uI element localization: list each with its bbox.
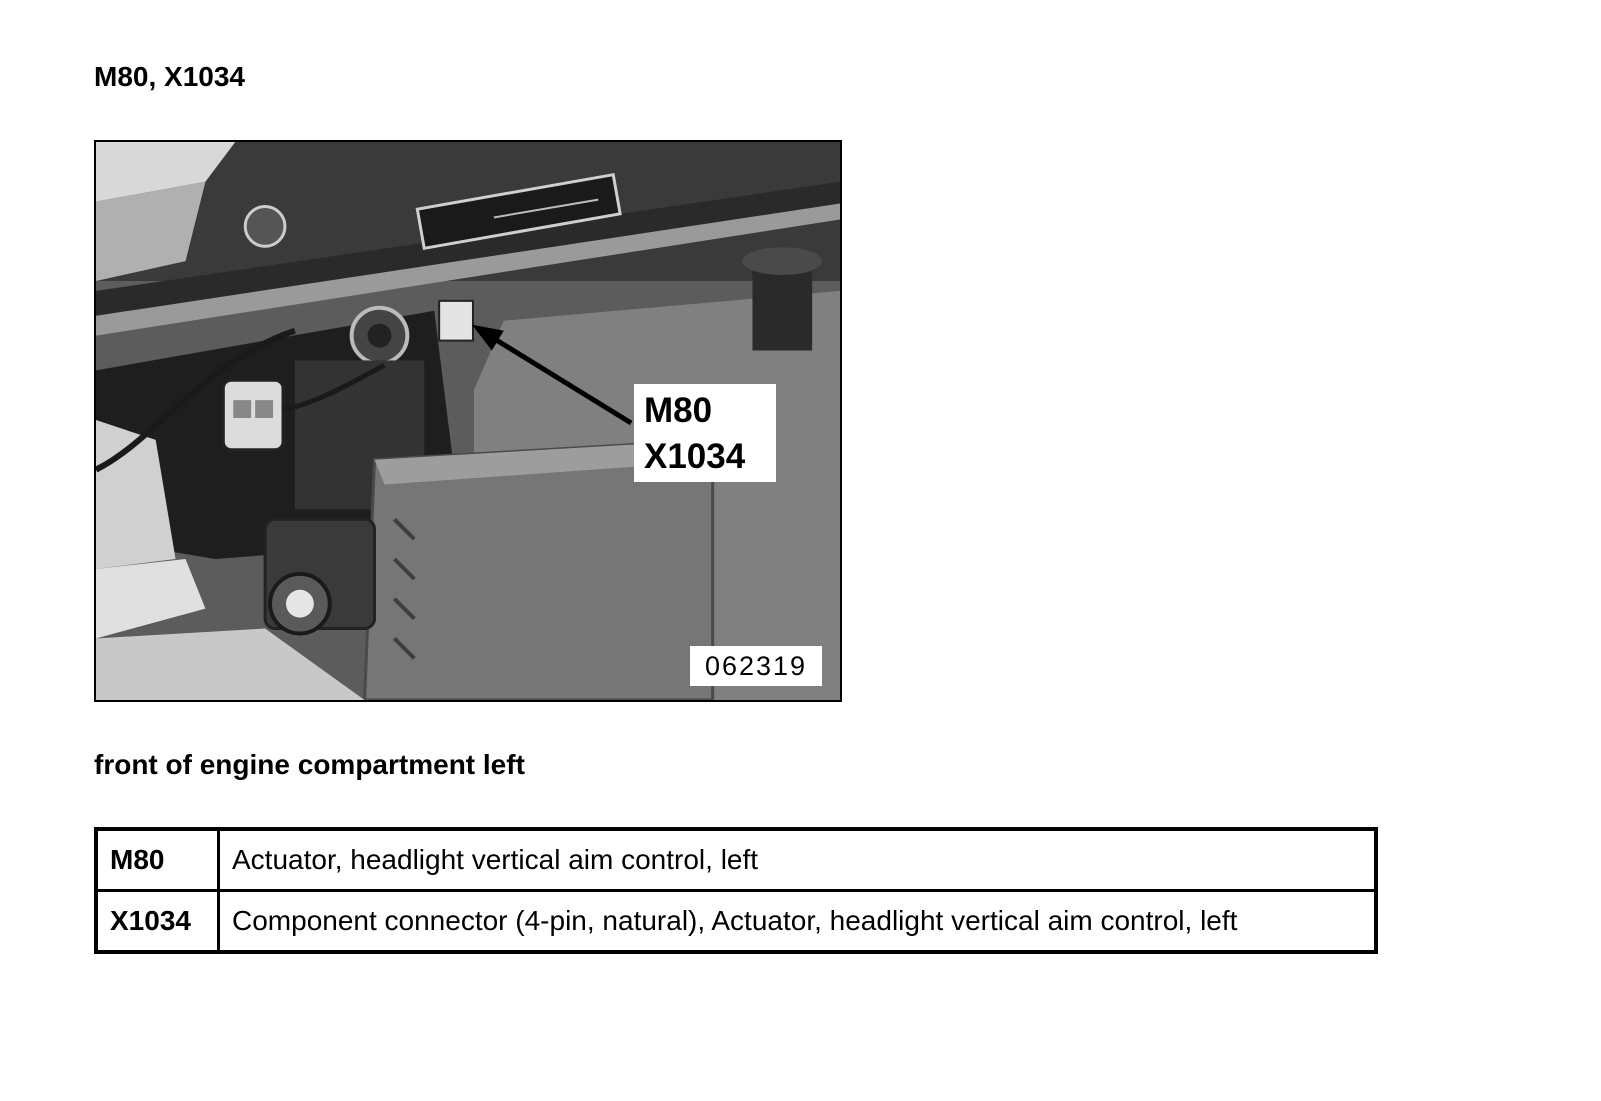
photo-caption: front of engine compartment left xyxy=(94,749,525,780)
image-number: 062319 xyxy=(690,646,822,686)
component-code: X1034 xyxy=(96,891,219,953)
page-title: M80, X1034 xyxy=(94,61,245,92)
component-code: M80 xyxy=(96,829,219,891)
callout-label xyxy=(634,384,776,482)
component-description: Component connector (4-pin, natural), Actuator, headlight vertical aim control, left xyxy=(219,891,1377,953)
component-legend-table xyxy=(94,827,1378,954)
component-description: Actuator, headlight vertical aim control, left xyxy=(219,829,1377,891)
table-row xyxy=(96,891,1376,953)
callout-line-m80: M80 xyxy=(644,391,713,430)
table-row xyxy=(96,829,1376,891)
callout-line-x1034: X1034 xyxy=(644,437,746,476)
engine-compartment-photo xyxy=(94,140,842,702)
